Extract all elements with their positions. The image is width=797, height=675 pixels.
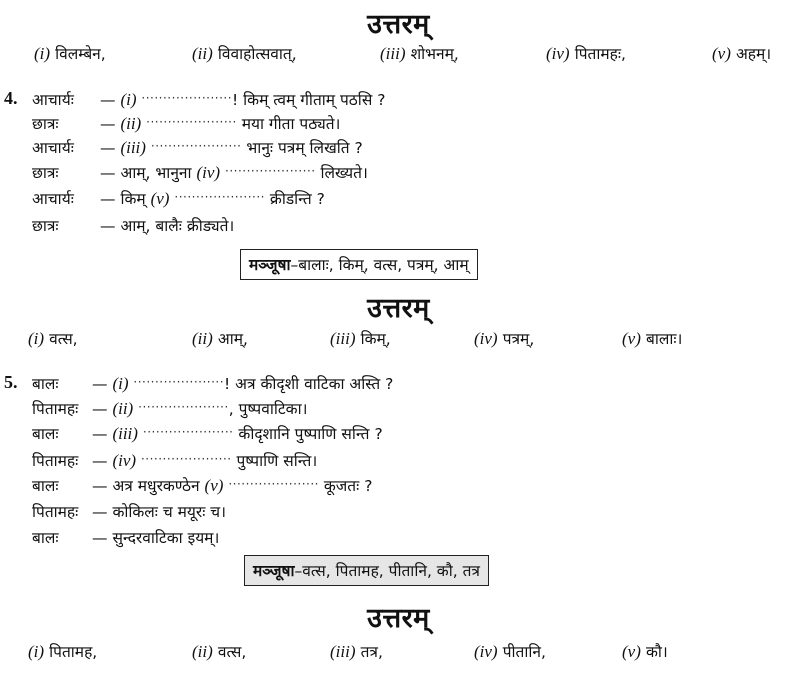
fill-blank: ····················· [150,139,242,153]
speaker: आचार्यः [32,190,74,208]
utterance: — (iv) ····················· पुष्पाणि सन्ति। [92,451,318,470]
speaker: आचार्यः [32,91,74,109]
word-box-words: –बालाः, किम्, वत्स, पत्रम्, आम् [290,256,469,274]
answer-item: (ii) आम्, [192,329,248,348]
utterance: — (iii) ····················· कीदृशानि पुष्पाणि सन्ति ? [92,424,383,443]
dialogue-line [0,88,797,112]
speaker: आचार्यः [32,139,74,157]
utterance: — (i) ·····················! अत्र कीदृशी वाटिका अस्ति ? [92,374,394,393]
utterance: — अत्र मधुरकण्ठेन (v) ····················· कूजतः ? [92,476,373,495]
fill-blank: ····················· [140,452,232,466]
speaker: बालः [32,425,59,443]
utterance: — कोकिलः च मयूरः च। [92,503,226,521]
speaker: पितामहः [32,400,79,418]
dialogue-line [0,136,797,160]
answer-item: (iv) पत्रम्, [474,329,535,348]
answer-item: (i) वत्स, [28,329,78,348]
dialogue-line [0,474,797,498]
answer-item: (ii) वत्स, [192,642,247,661]
answer-row-q5 [0,640,797,664]
dialogue-line [0,112,797,136]
answer-item: (iii) शोभनम्, [380,44,459,63]
speaker: बालः [32,375,59,393]
answer-heading: उत्तरम् [367,9,430,40]
speaker: बालः [32,529,59,547]
utterance: — (iii) ····················· भानुः पत्रम् लिखति ? [100,138,363,157]
answer-row-prev [0,42,797,66]
answer-item: (v) अहम्। [712,44,772,63]
fill-blank: ····················· [225,164,316,178]
fill-blank: ····················· [141,91,233,105]
answer-heading: उत्तरम् [367,293,430,324]
fill-blank: ····················· [228,477,319,491]
fill-blank: ····················· [146,115,237,129]
utterance: — (i) ·····················! किम् त्वम् गीताम् पठसि ? [100,90,386,109]
utterance: — (ii) ····················· मया गीता पठ्यते। [100,114,341,133]
answer-item: (i) पितामह, [28,642,98,661]
answer-item: (iii) किम्, [330,329,391,348]
speaker: पितामहः [32,503,79,521]
word-box-label: मञ्जूषा [253,562,295,580]
question-number: 5. [4,372,18,392]
speaker: बालः [32,477,59,495]
answer-item: (v) कौ। [622,642,668,661]
utterance: — किम् (v) ····················· क्रीडन्ति ? [100,189,325,208]
answer-item: (iii) तत्र, [330,642,383,661]
speaker: छात्रः [32,217,59,235]
speaker: पितामहः [32,452,79,470]
dialogue-line [0,422,797,446]
dialogue-line [0,449,797,473]
answer-heading: उत्तरम् [367,603,430,634]
dialogue-line [0,372,797,396]
answer-item: (ii) विवाहोत्सवात्, [192,44,297,63]
answer-item: (iv) पीतानि, [474,642,546,661]
dialogue-line [0,500,797,524]
utterance: — सुन्दरवाटिका इयम्। [92,529,220,547]
answer-row-q4 [0,327,797,351]
fill-blank: ····················· [174,190,265,204]
dialogue-line [0,526,797,550]
speaker: छात्रः [32,164,59,182]
utterance: — (ii) ·····················, पुष्पवाटिका। [92,399,308,418]
utterance: — आम्, भानुना (iv) ····················· लिख्यते। [100,163,368,182]
fill-blank: ····················· [138,400,229,414]
question-number: 4. [4,88,18,108]
utterance: — आम्, बालैः क्रीड्यते। [100,217,235,235]
word-box [244,555,489,586]
word-box [240,249,478,280]
answer-item: (v) बालाः। [622,329,683,348]
fill-blank: ····················· [142,425,234,439]
fill-blank: ····················· [133,375,225,389]
dialogue-line [0,397,797,421]
dialogue-line [0,214,797,238]
dialogue-line [0,187,797,211]
answer-item: (i) विलम्बेन, [34,44,106,63]
speaker: छात्रः [32,115,59,133]
word-box-words: –वत्स, पितामह, पीतानि, कौ, तत्र [294,562,480,580]
answer-item: (iv) पितामहः, [546,44,626,63]
word-box-label: मञ्जूषा [249,256,291,274]
dialogue-line [0,161,797,185]
